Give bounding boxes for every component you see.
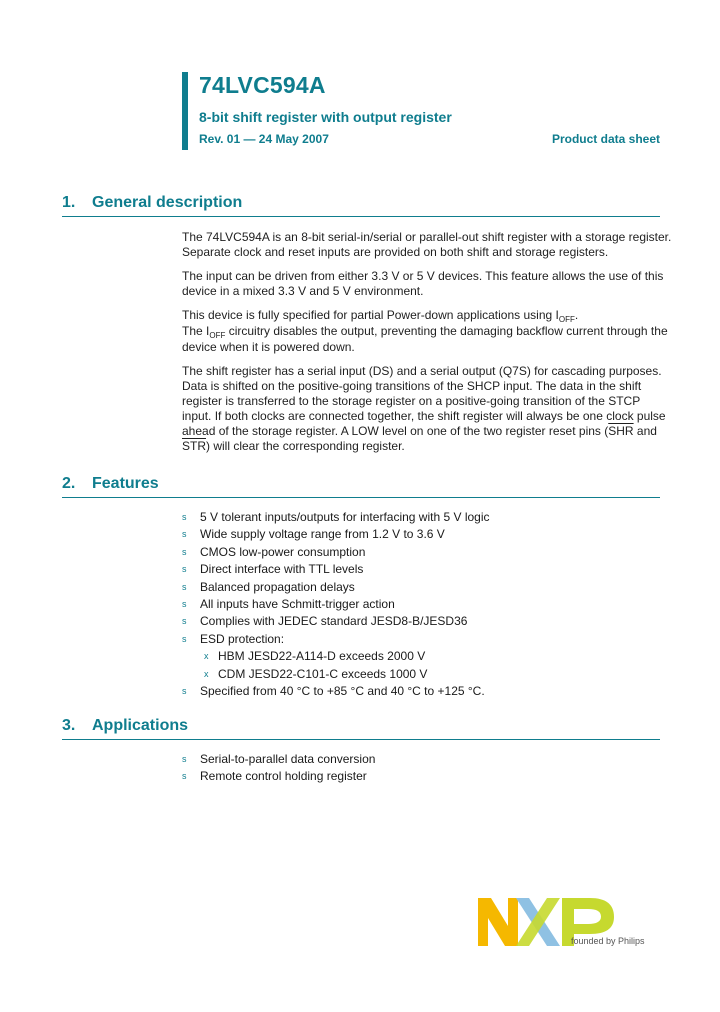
list-item <box>182 683 662 700</box>
signal-name: $\overline{SHR}$ <box>608 424 634 438</box>
section-rule <box>62 497 660 498</box>
paragraph <box>182 308 672 355</box>
logo-letter-n <box>478 898 518 946</box>
section-number: 1. <box>62 194 76 211</box>
signal-name: $\overline{STR}$ <box>182 439 206 453</box>
features-list <box>182 509 662 700</box>
sub-bullet-icon: x <box>204 651 209 662</box>
list-item-text: Direct interface with TTL levels <box>200 562 364 577</box>
list-item-text: CMOS low-power consumption <box>200 544 366 559</box>
section-number: 2. <box>62 475 76 492</box>
revision-date: Rev. 01 — 24 May 2007 <box>199 132 329 146</box>
section-rule <box>62 216 660 217</box>
list-item <box>182 751 662 768</box>
bullet-icon: s <box>182 633 187 644</box>
list-item <box>182 596 662 613</box>
section-number: 3. <box>62 717 76 734</box>
list-item-text: CDM JESD22-C101-C exceeds 1000 V <box>218 666 428 681</box>
list-item-text: 5 V tolerant inputs/outputs for interfacing with 5 V logic <box>200 510 490 524</box>
list-item <box>182 768 662 785</box>
section-heading-features <box>62 475 159 493</box>
list-item <box>182 544 662 561</box>
header-accent-bar <box>182 72 188 150</box>
section-title: Features <box>92 475 159 492</box>
bullet-icon: s <box>182 512 187 522</box>
subscript: OFF <box>209 331 226 340</box>
bullet-icon: s <box>182 686 187 697</box>
section-heading-applications <box>62 717 188 735</box>
list-item-text: HBM JESD22-A114-D exceeds 2000 V <box>218 649 426 664</box>
list-item-text: Remote control holding register <box>200 769 367 784</box>
paragraph: The 74LVC594A is an 8-bit serial-in/serial or parallel-out shift register with a storage register. Separate clock and reset inputs are provided on both shift and storage registers. <box>182 230 672 259</box>
section-title: Applications <box>92 717 189 734</box>
list-item <box>182 631 662 648</box>
list-item-text: Serial-to-parallel data conversion <box>200 752 376 766</box>
logo-tagline: founded by Philips <box>571 936 645 946</box>
text-run: The I <box>182 324 210 338</box>
bullet-icon: s <box>182 754 187 764</box>
text-run: . <box>574 308 579 322</box>
list-item <box>182 613 662 630</box>
document-type: Product data sheet <box>551 132 660 146</box>
list-item <box>182 561 662 578</box>
list-item <box>182 526 662 543</box>
bullet-icon: s <box>182 546 187 557</box>
sub-bullet-icon: x <box>204 668 209 679</box>
list-item <box>182 579 662 596</box>
section-heading-general <box>62 194 242 212</box>
section-rule <box>62 739 660 740</box>
paragraph: The input can be driven from either 3.3 V or 5 V devices. This feature allows the use of this device in a mixed 3.3 V and 5 V environment. <box>182 269 664 298</box>
section-title: General description <box>92 194 243 211</box>
document-subtitle: 8-bit shift register with output register <box>199 109 452 125</box>
list-item-text: Balanced propagation delays <box>200 579 355 594</box>
text-run: This device is fully specified for partial Power-down applications using I <box>182 308 559 322</box>
list-item-text: Wide supply voltage range from 1.2 V to 3.6 V <box>200 527 445 542</box>
bullet-icon: s <box>182 581 187 592</box>
bullet-icon: s <box>182 616 187 627</box>
applications-list <box>182 751 662 786</box>
general-description-body <box>182 230 672 454</box>
subscript: OFF <box>558 315 575 324</box>
bullet-icon: s <box>182 529 187 540</box>
text-run: and <box>633 424 657 438</box>
text-run: circuitry disables the output, preventing the damaging backflow current through the device when it is powered down. <box>182 324 668 354</box>
bullet-icon: s <box>182 771 187 782</box>
list-item-text: Complies with JEDEC standard JESD8-B/JESD36 <box>200 614 468 629</box>
text-run: The shift register has a serial input (DS) and a serial output (Q7S) for cascading purposes. Data is shifted on the positive-going transitions of the SHCP input. The data in the shift register is transferred to the storage register on a positive-going transition of the STCP input. If both clocks are connected together, the shift register will always be one clock pulse ahead of the storage register. A LOW level on one of the two register reset pins ( <box>182 364 666 438</box>
sub-list-item <box>182 648 662 665</box>
sub-list-item <box>182 666 662 683</box>
paragraph <box>182 364 672 454</box>
list-item-text: All inputs have Schmitt-trigger action <box>200 597 395 612</box>
bullet-icon: s <box>182 599 187 610</box>
list-item <box>182 509 662 526</box>
text-run: ) will clear the corresponding register. <box>206 439 405 453</box>
list-item-text: ESD protection: <box>200 631 285 646</box>
list-item-text: Specified from 40 °C to +85 °C and 40 °C to +125 °C. <box>200 684 485 699</box>
bullet-icon: s <box>182 564 187 575</box>
document-title: 74LVC594A <box>199 72 326 98</box>
